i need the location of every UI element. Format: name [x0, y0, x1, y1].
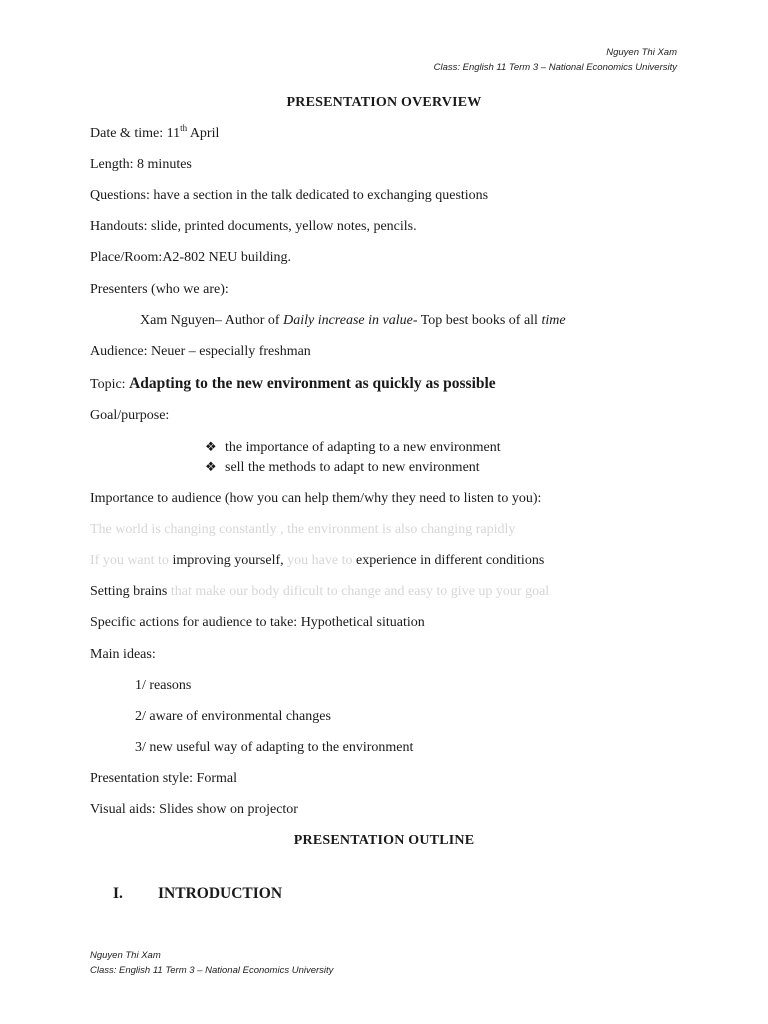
goal-item	[205, 440, 501, 456]
goal-label: Goal/purpose:	[90, 408, 170, 423]
topic-value: Adapting to the new environment as quickly as possible	[129, 375, 496, 392]
header-author: Nguyen Thi Xam	[606, 47, 677, 58]
footer-author: Nguyen Thi Xam	[90, 950, 161, 961]
section-title: INTRODUCTION	[158, 885, 283, 902]
handouts-line: Handouts: slide, printed documents, yellow notes, pencils.	[90, 219, 417, 234]
topic-line	[90, 375, 496, 393]
overview-title: PRESENTATION OVERVIEW	[286, 95, 482, 110]
section-heading	[113, 885, 282, 903]
goal-text: the importance of adapting to a new environment	[225, 440, 501, 455]
presenters-label: Presenters (who we are):	[90, 282, 229, 297]
main-ideas-label: Main ideas:	[90, 647, 156, 662]
date-suffix: April	[187, 126, 220, 141]
presenter-rank: - Top best books of all	[412, 313, 542, 328]
diamond-bullet-icon: ❖	[205, 440, 217, 455]
goal-item	[205, 460, 480, 476]
questions-line: Questions: have a section in the talk dedicated to exchanging questions	[90, 188, 489, 203]
importance-line-1: The world is changing constantly , the environment is also changing rapidly	[90, 522, 516, 537]
section-number: I.	[113, 885, 123, 902]
length-line: Length: 8 minutes	[90, 157, 192, 172]
date-prefix: Date & time: 11	[90, 126, 181, 141]
presenter-line	[140, 313, 566, 329]
importance-2b: improving yourself,	[172, 553, 284, 568]
main-idea-item: 2/ aware of environmental changes	[135, 709, 331, 724]
presenter-name: Xam Nguyen– Author of	[140, 313, 284, 328]
date-line	[90, 123, 220, 142]
outline-title: PRESENTATION OUTLINE	[293, 833, 475, 848]
goal-text: sell the methods to adapt to new environment	[225, 460, 480, 475]
actions-line: Specific actions for audience to take: Hypothetical situation	[90, 615, 425, 630]
importance-2c: you have to	[283, 553, 356, 568]
importance-2a: If you want to	[90, 553, 173, 568]
diamond-bullet-icon: ❖	[205, 460, 217, 475]
footer-class: Class: English 11 Term 3 – National Economics University	[90, 965, 334, 976]
presenter-time: time	[541, 313, 566, 328]
importance-3a: Setting brains	[90, 584, 168, 599]
importance-label: Importance to audience (how you can help them/why they need to listen to you):	[90, 491, 542, 506]
importance-line-2	[90, 553, 544, 569]
place-line: Place/Room:A2-802 NEU building.	[90, 250, 292, 265]
header-class: Class: English 11 Term 3 – National Economics University	[433, 62, 677, 73]
audience-line: Audience: Neuer – especially freshman	[90, 344, 311, 359]
date-sup: th	[180, 123, 188, 133]
style-line: Presentation style: Formal	[90, 771, 237, 786]
presenter-book: Daily increase in value	[283, 313, 413, 328]
importance-2d: experience in different conditions	[355, 553, 545, 568]
visual-line: Visual aids: Slides show on projector	[90, 802, 298, 817]
importance-line-3	[90, 584, 549, 600]
importance-3b: that make our body dificult to change and easy to give up your goal	[167, 584, 550, 599]
main-idea-item: 1/ reasons	[135, 678, 192, 693]
main-idea-item: 3/ new useful way of adapting to the environment	[135, 740, 414, 755]
topic-label: Topic:	[90, 377, 130, 392]
